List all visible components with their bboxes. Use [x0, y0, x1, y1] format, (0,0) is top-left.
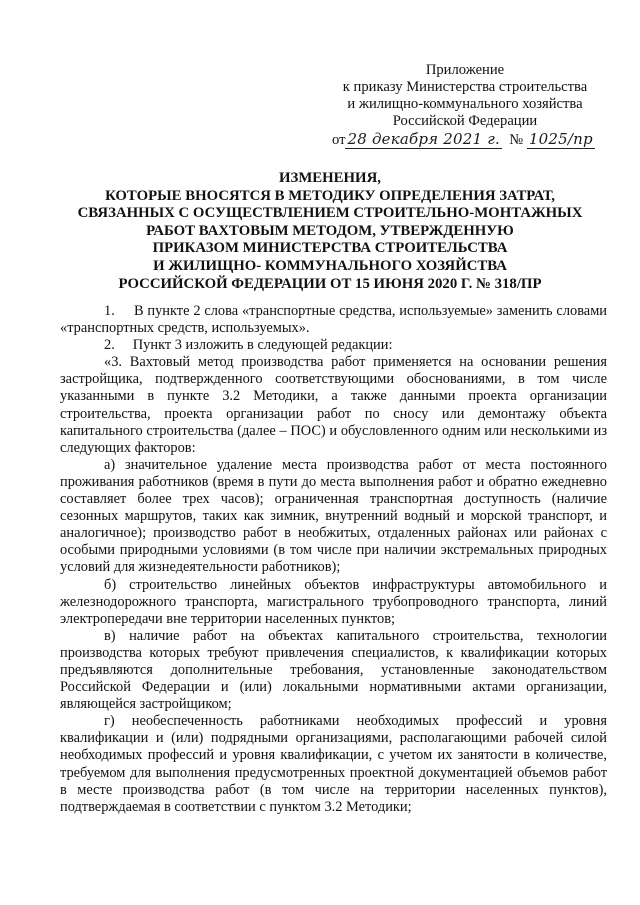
appendix-order-ref: к приказу Министерства строительства — [342, 79, 588, 95]
title-line: И ЖИЛИЩНО- КОММУНАЛЬНОГО ХОЗЯЙСТВА — [153, 257, 507, 274]
title-line: ИЗМЕНЕНИЯ, — [279, 170, 381, 186]
document-title — [60, 170, 600, 293]
title-line: СВЯЗАННЫХ С ОСУЩЕСТВЛЕНИЕМ СТРОИТЕЛЬНО-МОНТАЖНЫХ — [77, 205, 583, 222]
paragraph-a: а) значительное удаление места производства работ от места постоянного проживания работников (время в пути до места выполнения работ и обратно ежедневно составляет более трех часов); ограниченная транспортная доступность (наличие сезонных маршрутов, таких как зимник, внутренний водный и морской транспорт, и аналогичное); производство работ в необжитых, отдаленных районах или районах с особыми природными условиями (в том числе при наличии экстремальных природных условий для жизнедеятельности работников); — [60, 456, 607, 576]
paragraph-2: 2. Пункт 3 изложить в следующей редакции: — [104, 337, 393, 354]
paragraph-1: 1. В пункте 2 слова «транспортные средства, используемые» заменить словами «транспортных средств, используемых». — [60, 303, 607, 337]
paragraph-3: «3. Вахтовый метод производства работ применяется на основании решения застройщика, подтвержденного соответствующими обоснованиями, в том числе указанными в пункте 3.2 Методики, а также данными проекта организации строительства, проекта организации работ по сносу или демонтажу объекта капитального строительства (далее – ПОС) и обусловленного одним или несколькими из следующих факторов: — [60, 354, 607, 456]
paragraph-b: б) строительство линейных объектов инфраструктуры автомобильного и железнодорожного транспорта, магистрального трубопроводного транспорта, линий электропередачи вне территории населенных пунктов; — [60, 576, 607, 627]
title-line: КОТОРЫЕ ВНОСЯТСЯ В МЕТОДИКУ ОПРЕДЕЛЕНИЯ ЗАТРАТ, — [105, 187, 555, 204]
title-line: РАБОТ ВАХТОВЫМ МЕТОДОМ, УТВЕРЖДЕННУЮ — [146, 222, 514, 239]
appendix-header — [330, 62, 600, 149]
handwritten-date: 28 декабря 2021 г. — [347, 130, 500, 148]
date-prefix: от — [332, 132, 346, 148]
appendix-date-number — [330, 131, 600, 149]
paragraph-g: г) необеспеченность работниками необходимых профессий и уровня квалификации и (или) подрядными организациями, располагающими рабочей силой необходимых профессий и уровня квалификации, с учетом их занятости в количестве, требуемом для выполнения предусмотренных проектной документацией объемов работ в месте производства работ (в том числе на территории населенных пунктов), подтверждаемая в соответствии с пунктом 3.2 Методики; — [60, 713, 607, 815]
handwritten-number: 1025/пр — [528, 130, 593, 148]
paragraph-v: в) наличие работ на объектах капитального строительства, технологии производства которых требуют привлечения специалистов, к квалификации которых предъявляются дополнительные требования, установленные законодательством Российской Федерации и (или) локальными нормативными актами организации, являющейся застройщиком; — [60, 627, 607, 713]
appendix-country: Российской Федерации — [392, 113, 538, 129]
title-line: ПРИКАЗОМ МИНИСТЕРСТВА СТРОИТЕЛЬСТВА — [152, 240, 508, 257]
appendix-label: Приложение — [425, 62, 505, 78]
document-body — [60, 303, 607, 816]
appendix-ministry: и жилищно-коммунального хозяйства — [347, 96, 583, 112]
title-line: РОССИЙСКОЙ ФЕДЕРАЦИИ ОТ 15 ИЮНЯ 2020 Г. № 318/ПР — [118, 275, 542, 292]
number-sign: № — [509, 132, 524, 148]
